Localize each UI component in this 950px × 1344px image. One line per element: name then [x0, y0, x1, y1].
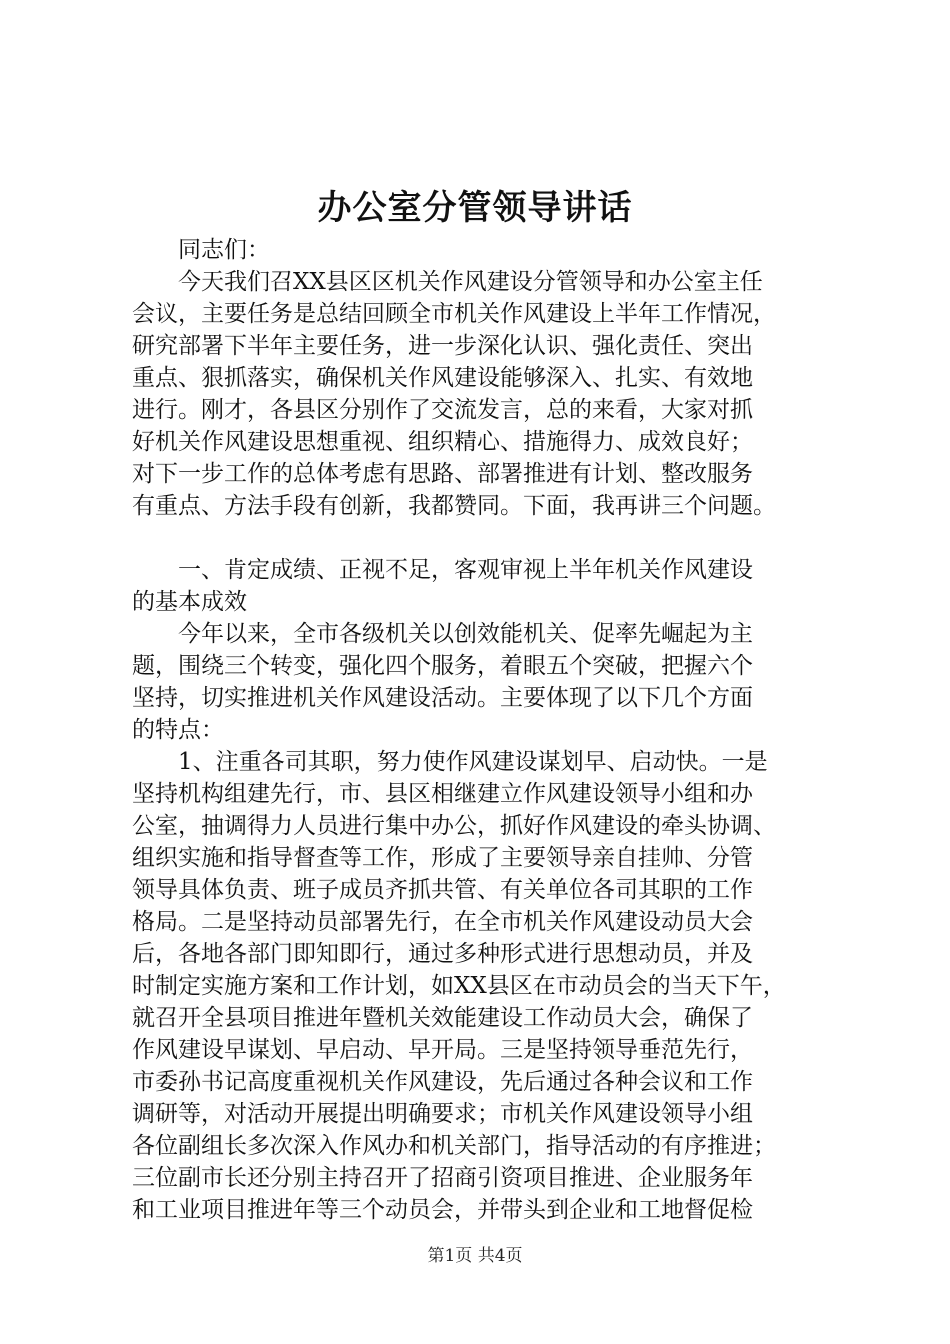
- body-text-line: 三位副市长还分别主持召开了招商引资项目推进、企业服务年: [132, 1165, 753, 1191]
- body-text-line: 好机关作风建设思想重视、组织精心、措施得力、成效良好；: [132, 429, 753, 455]
- body-text-line: 坚持，切实推进机关作风建设活动。主要体现了以下几个方面: [132, 685, 753, 711]
- body-text-line: 的特点：: [132, 717, 224, 743]
- body-text-line: 各位副组长多次深入作风办和机关部门，指导活动的有序推进；: [132, 1133, 776, 1159]
- body-text-line: 和工业项目推进年等三个动员会，并带头到企业和工地督促检: [132, 1197, 753, 1223]
- body-text-line: 作风建设早谋划、早启动、早开局。三是坚持领导垂范先行，: [132, 1037, 753, 1063]
- body-text-line: 市委孙书记高度重视机关作风建设，先后通过各种会议和工作: [132, 1069, 753, 1095]
- body-text-line: 题，围绕三个转变，强化四个服务，着眼五个突破，把握六个: [132, 653, 753, 679]
- body-text-line: 同志们：: [132, 237, 270, 263]
- body-text-line: 领导具体负责、班子成员齐抓共管、有关单位各司其职的工作: [132, 877, 753, 903]
- body-text-line: 后，各地各部门即知即行，通过多种形式进行思想动员，并及: [132, 941, 753, 967]
- body-text-line: 坚持机构组建先行，市、县区相继建立作风建设领导小组和办: [132, 781, 753, 807]
- body-text-line: 有重点、方法手段有创新，我都赞同。下面，我再讲三个问题。: [132, 493, 776, 519]
- body-text-line: 格局。二是坚持动员部署先行，在全市机关作风建设动员大会: [132, 909, 753, 935]
- body-text-line: 今年以来，全市各级机关以创效能机关、促率先崛起为主: [132, 621, 753, 647]
- body-text-line: 会议，主要任务是总结回顾全市机关作风建设上半年工作情况，: [132, 301, 776, 327]
- body-text-line: 今天我们召XX县区区机关作风建设分管领导和办公室主任: [132, 269, 763, 295]
- body-text-line: 研究部署下半年主要任务，进一步深化认识、强化责任、突出: [132, 333, 753, 359]
- body-text-line: 调研等，对活动开展提出明确要求；市机关作风建设领导小组: [132, 1101, 753, 1127]
- body-text-line: 重点、狠抓落实，确保机关作风建设能够深入、扎实、有效地: [132, 365, 753, 391]
- body-text-line: 组织实施和指导督查等工作，形成了主要领导亲自挂帅、分管: [132, 845, 753, 871]
- body-text-line: 对下一步工作的总体考虑有思路、部署推进有计划、整改服务: [132, 461, 753, 487]
- body-text-line: 的基本成效: [132, 589, 247, 615]
- body-text-line: 1、注重各司其职，努力使作风建设谋划早、启动快。一是: [132, 749, 768, 775]
- body-text-line: 一、肯定成绩、正视不足，客观审视上半年机关作风建设: [132, 557, 753, 583]
- body-text-line: 时制定实施方案和工作计划，如XX县区在市动员会的当天下午，: [132, 973, 786, 999]
- page-number-footer: 第1页 共4页: [427, 1246, 523, 1266]
- document-body: [132, 234, 832, 1226]
- document-title: 办公室分管领导讲话: [317, 188, 633, 228]
- body-text-line: 进行。刚才，各县区分别作了交流发言，总的来看，大家对抓: [132, 397, 753, 423]
- body-text-line: 就召开全县项目推进年暨机关效能建设工作动员大会，确保了: [132, 1005, 753, 1031]
- paragraph-spacer: [132, 522, 832, 554]
- body-text-line: 公室，抽调得力人员进行集中办公，抓好作风建设的牵头协调、: [132, 813, 776, 839]
